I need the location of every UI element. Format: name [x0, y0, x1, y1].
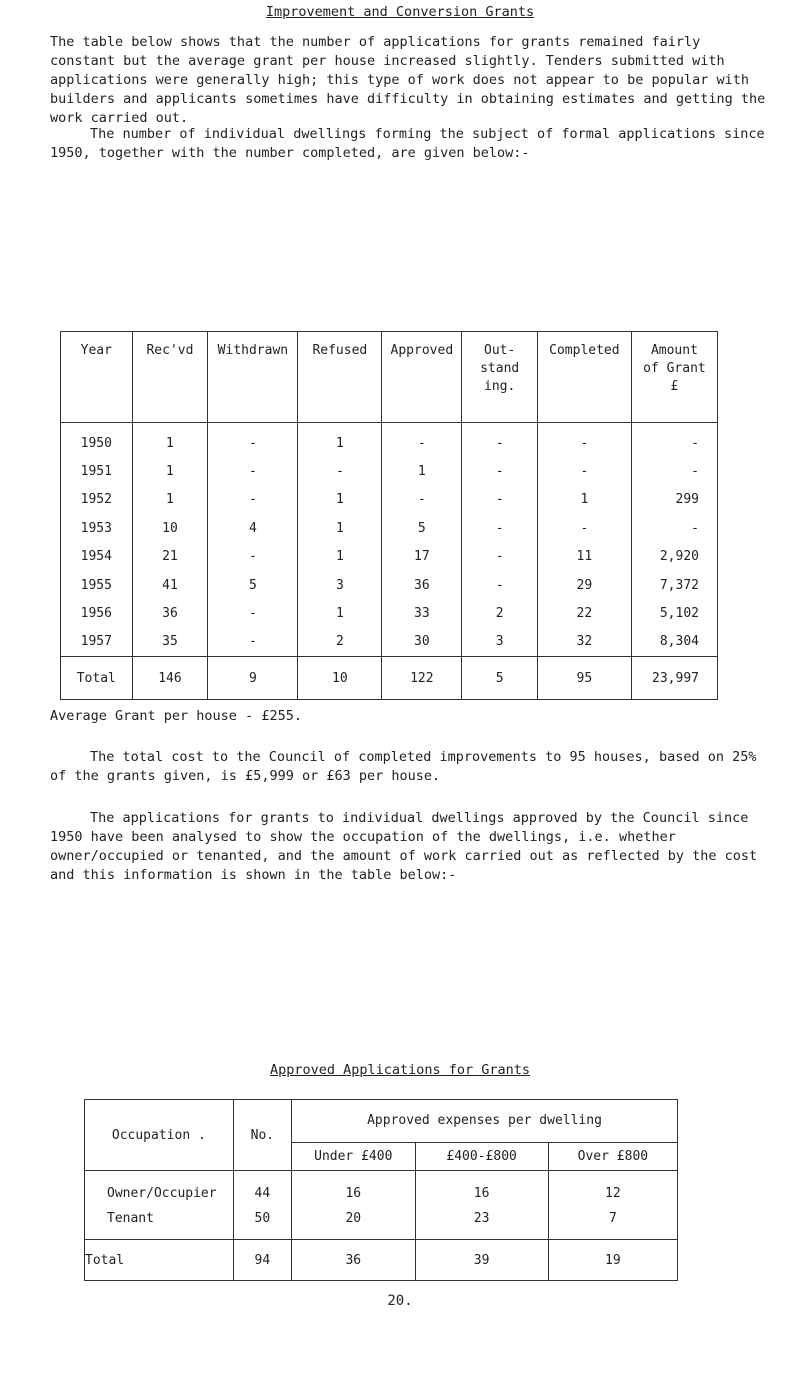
table-cell: 1: [298, 599, 382, 627]
table-row: [85, 1171, 678, 1207]
table-cell: 41: [132, 571, 208, 599]
table-cell: 12: [548, 1171, 677, 1207]
table-cell: 39: [415, 1240, 548, 1281]
table-cell: -: [462, 457, 537, 485]
header-year: Year: [61, 332, 133, 423]
table-cell: -: [462, 514, 537, 542]
table-row: [85, 1206, 678, 1240]
table-cell: 35: [132, 628, 208, 657]
table-cell: 1: [298, 543, 382, 571]
table-cell: 94: [233, 1240, 291, 1281]
analysis-paragraph: The applications for grants to individual dwellings approved by the Council since 1950 have been analysed to show the occupation of the dwellings, i.e. whether owner/occupied or tenanted, and the amount of work carried out as reflected by the cost and this information is shown in the table below:-: [50, 810, 758, 883]
table-row: [61, 514, 718, 542]
total-row: [61, 657, 718, 700]
table-cell: 22: [537, 599, 631, 627]
table-cell: 36: [292, 1240, 415, 1281]
table-cell: 1950: [61, 423, 133, 458]
table-cell: 1: [298, 514, 382, 542]
header-approved-expenses: Approved expenses per dwelling: [292, 1100, 678, 1143]
table-row: [61, 599, 718, 627]
table-cell: 29: [537, 571, 631, 599]
table-cell: 10: [132, 514, 208, 542]
header-under-400: Under £400: [292, 1142, 415, 1170]
table-cell: -: [462, 423, 537, 458]
table-cell: Total: [85, 1240, 234, 1281]
header-over-800: Over £800: [548, 1142, 677, 1170]
table-cell: 1953: [61, 514, 133, 542]
table-cell: 23: [415, 1206, 548, 1240]
table-cell: 1: [382, 457, 462, 485]
table-cell: 50: [233, 1206, 291, 1240]
table-cell: -: [382, 486, 462, 514]
table-cell: 5: [462, 657, 537, 700]
header-withdrawn: Withdrawn: [208, 332, 298, 423]
table-cell: 23,997: [631, 657, 717, 700]
total-row: [85, 1240, 678, 1281]
table-cell: -: [208, 423, 298, 458]
table-cell: 17: [382, 543, 462, 571]
table-cell: Tenant: [85, 1206, 234, 1240]
table-cell: 1: [132, 457, 208, 485]
table-cell: 3: [462, 628, 537, 657]
table-cell: 7: [548, 1206, 677, 1240]
table-cell: 1: [298, 486, 382, 514]
table-cell: -: [208, 486, 298, 514]
page-title: Improvement and Conversion Grants: [265, 4, 535, 20]
table-cell: 36: [382, 571, 462, 599]
dwellings-paragraph: The number of individual dwellings forming the subject of formal applications since 1950, together with the number completed, are given below:-: [50, 126, 765, 161]
average-grant: Average Grant per house - £255.: [50, 708, 302, 724]
grants-table: [60, 331, 718, 700]
table-cell: 2,920: [631, 543, 717, 571]
table-cell: 32: [537, 628, 631, 657]
header-completed: Completed: [537, 332, 631, 423]
table-cell: 1951: [61, 457, 133, 485]
table-cell: 9: [208, 657, 298, 700]
table-cell: 5: [208, 571, 298, 599]
table-cell: 21: [132, 543, 208, 571]
table-cell: 1: [132, 486, 208, 514]
table-cell: -: [537, 423, 631, 458]
header-approved: Approved: [382, 332, 462, 423]
table-cell: 11: [537, 543, 631, 571]
table-cell: 4: [208, 514, 298, 542]
table-cell: 10: [298, 657, 382, 700]
table-cell: -: [537, 457, 631, 485]
table-cell: -: [631, 457, 717, 485]
header-received: Rec'vd: [132, 332, 208, 423]
page-number: 20.: [387, 1293, 413, 1309]
header-outstanding: Out- stand ing.: [462, 332, 537, 423]
table-cell: -: [298, 457, 382, 485]
table-cell: -: [208, 628, 298, 657]
table-cell: 95: [537, 657, 631, 700]
table-cell: -: [631, 423, 717, 458]
table-cell: 3: [298, 571, 382, 599]
table-cell: -: [462, 543, 537, 571]
table-cell: 1: [298, 423, 382, 458]
table-cell: 8,304: [631, 628, 717, 657]
table-cell: 1: [132, 423, 208, 458]
total-cost-paragraph: The total cost to the Council of completed improvements to 95 houses, based on 25% of the grants given, is £5,999 or £63 per house.: [50, 749, 757, 784]
table-cell: 1955: [61, 571, 133, 599]
table-cell: 33: [382, 599, 462, 627]
table-cell: -: [631, 514, 717, 542]
table-cell: -: [462, 571, 537, 599]
table-cell: 20: [292, 1206, 415, 1240]
table-cell: 122: [382, 657, 462, 700]
table-row: [61, 628, 718, 657]
table-cell: -: [537, 514, 631, 542]
table-cell: -: [462, 486, 537, 514]
table-row: [61, 423, 718, 458]
table-cell: -: [208, 457, 298, 485]
table-cell: 1954: [61, 543, 133, 571]
table-cell: 146: [132, 657, 208, 700]
header-400-800: £400-£800: [415, 1142, 548, 1170]
table-cell: 1956: [61, 599, 133, 627]
header-number: No.: [233, 1100, 291, 1171]
table-row: [61, 486, 718, 514]
table-cell: -: [208, 543, 298, 571]
table-row: [61, 543, 718, 571]
table-cell: Total: [61, 657, 133, 700]
header-occupation: Occupation .: [85, 1100, 234, 1171]
table-cell: 16: [292, 1171, 415, 1207]
table-cell: 30: [382, 628, 462, 657]
table-cell: 19: [548, 1240, 677, 1281]
table-cell: 7,372: [631, 571, 717, 599]
table-cell: 1952: [61, 486, 133, 514]
table-cell: 299: [631, 486, 717, 514]
table-cell: 1957: [61, 628, 133, 657]
table-cell: 2: [462, 599, 537, 627]
table-cell: Owner/Occupier: [85, 1171, 234, 1207]
intro-paragraph: The table below shows that the number of applications for grants remained fairly constant but the average grant per house increased slightly. Tenders submitted with applications were generally high; this type of work does not appear to be popular with builders and applicants sometimes have difficulty in obtaining estimates and getting the work carried out.: [50, 34, 766, 126]
table-cell: 2: [298, 628, 382, 657]
approved-applications-title: Approved Applications for Grants: [269, 1062, 531, 1078]
table-cell: 16: [415, 1171, 548, 1207]
table-row: [61, 571, 718, 599]
table-cell: 5,102: [631, 599, 717, 627]
approved-applications-table: [84, 1099, 678, 1281]
table-row: [61, 457, 718, 485]
table-cell: -: [208, 599, 298, 627]
header-amount: Amount of Grant £: [631, 332, 717, 423]
table-cell: 36: [132, 599, 208, 627]
table-cell: 1: [537, 486, 631, 514]
table-cell: 44: [233, 1171, 291, 1207]
table-cell: 5: [382, 514, 462, 542]
grants-table-header: [61, 332, 718, 423]
table-cell: -: [382, 423, 462, 458]
header-refused: Refused: [298, 332, 382, 423]
